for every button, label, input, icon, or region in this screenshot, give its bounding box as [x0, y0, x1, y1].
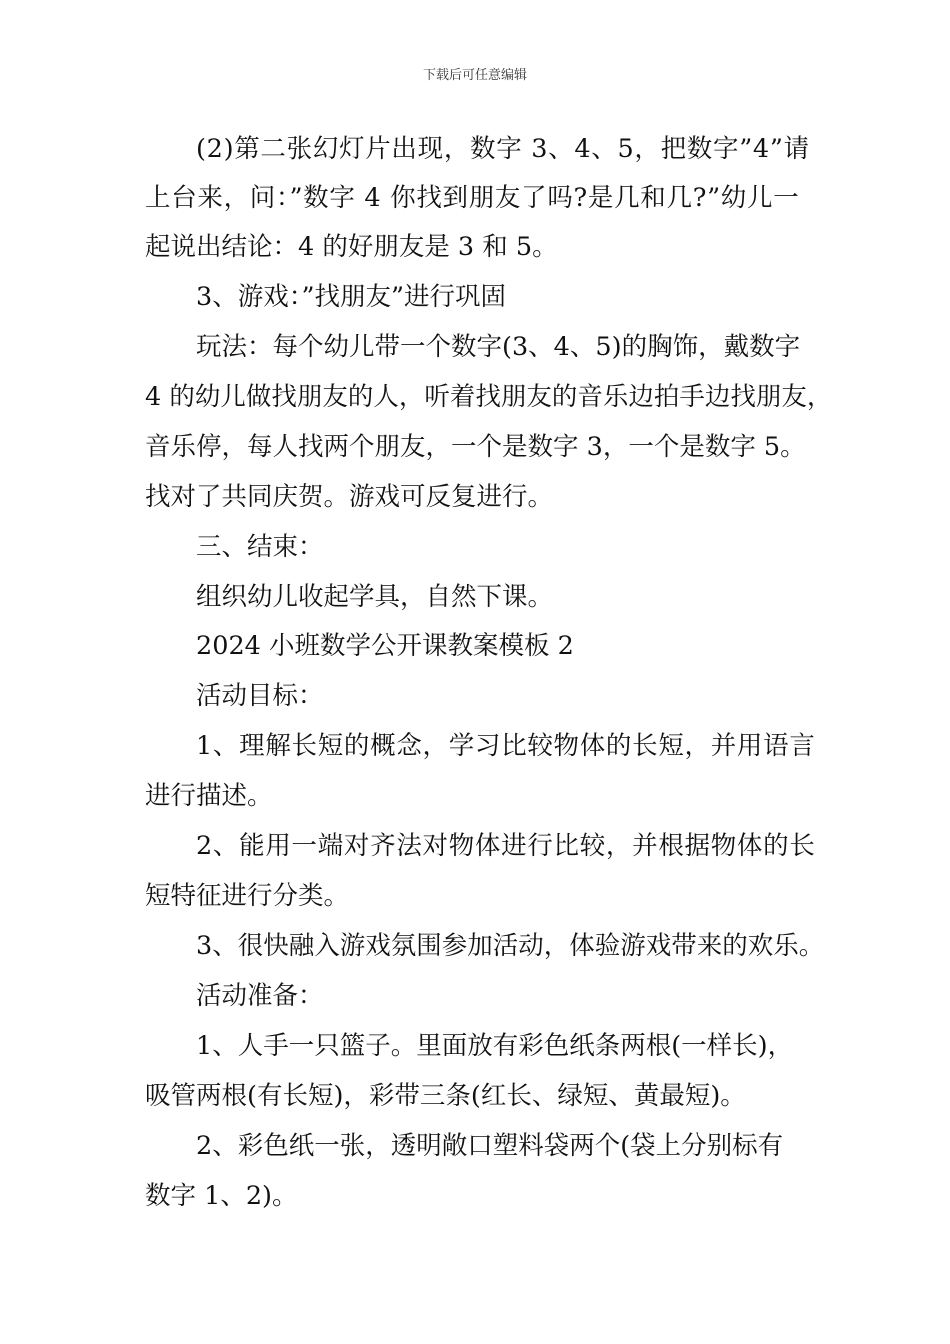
paragraph-line: 起说出结论：4 的好朋友是 3 和 5。: [145, 232, 558, 262]
paragraph-line: 音乐停，每人找两个朋友，一个是数字 3，一个是数字 5。: [145, 432, 806, 462]
paragraph-line: 数字 1、2)。: [145, 1181, 298, 1211]
section-heading: 活动准备：: [196, 981, 324, 1011]
paragraph-line: 玩法：每个幼儿带一个数字(3、4、5)的胸饰，戴数字: [196, 332, 801, 362]
paragraph-line: 找对了共同庆贺。游戏可反复进行。: [145, 482, 554, 512]
page-header: 下载后可任意编辑: [422, 68, 527, 83]
paragraph-line: 4 的幼儿做找朋友的人，听着找朋友的音乐边拍手边找朋友，: [145, 382, 833, 412]
section-heading: 三、结束：: [196, 532, 324, 562]
section-heading: 活动目标：: [196, 681, 324, 711]
paragraph-line: 上台来，问：”数字 4 你找到朋友了吗?是几和几?”幼儿一: [145, 183, 800, 213]
paragraph-line: 进行描述。: [145, 781, 273, 811]
paragraph-line: (2)第二张幻灯片出现，数字 3、4、5，把数字”4”请: [196, 134, 810, 164]
document-subtitle: 2024 小班数学公开课教案模板 2: [196, 631, 574, 661]
paragraph-line: 吸管两根(有长短)，彩带三条(红长、绿短、黄最短)。: [145, 1081, 746, 1111]
paragraph-line: 短特征进行分类。: [145, 881, 350, 911]
paragraph-line: 1、人手一只篮子。里面放有彩色纸条两根(一样长)，: [196, 1031, 794, 1061]
paragraph-line: 2、能用一端对齐法对物体进行比较，并根据物体的长: [196, 831, 816, 861]
paragraph-line: 3、很快融入游戏氛围参加活动，体验游戏带来的欢乐。: [196, 931, 825, 961]
paragraph-line: 组织幼儿收起学具，自然下课。: [196, 582, 554, 612]
paragraph-line: 3、游戏：”找朋友”进行巩固: [196, 282, 507, 312]
paragraph-line: 1、理解长短的概念，学习比较物体的长短，并用语言: [196, 731, 816, 761]
paragraph-line: 2、彩色纸一张，透明敞口塑料袋两个(袋上分别标有: [196, 1131, 784, 1161]
